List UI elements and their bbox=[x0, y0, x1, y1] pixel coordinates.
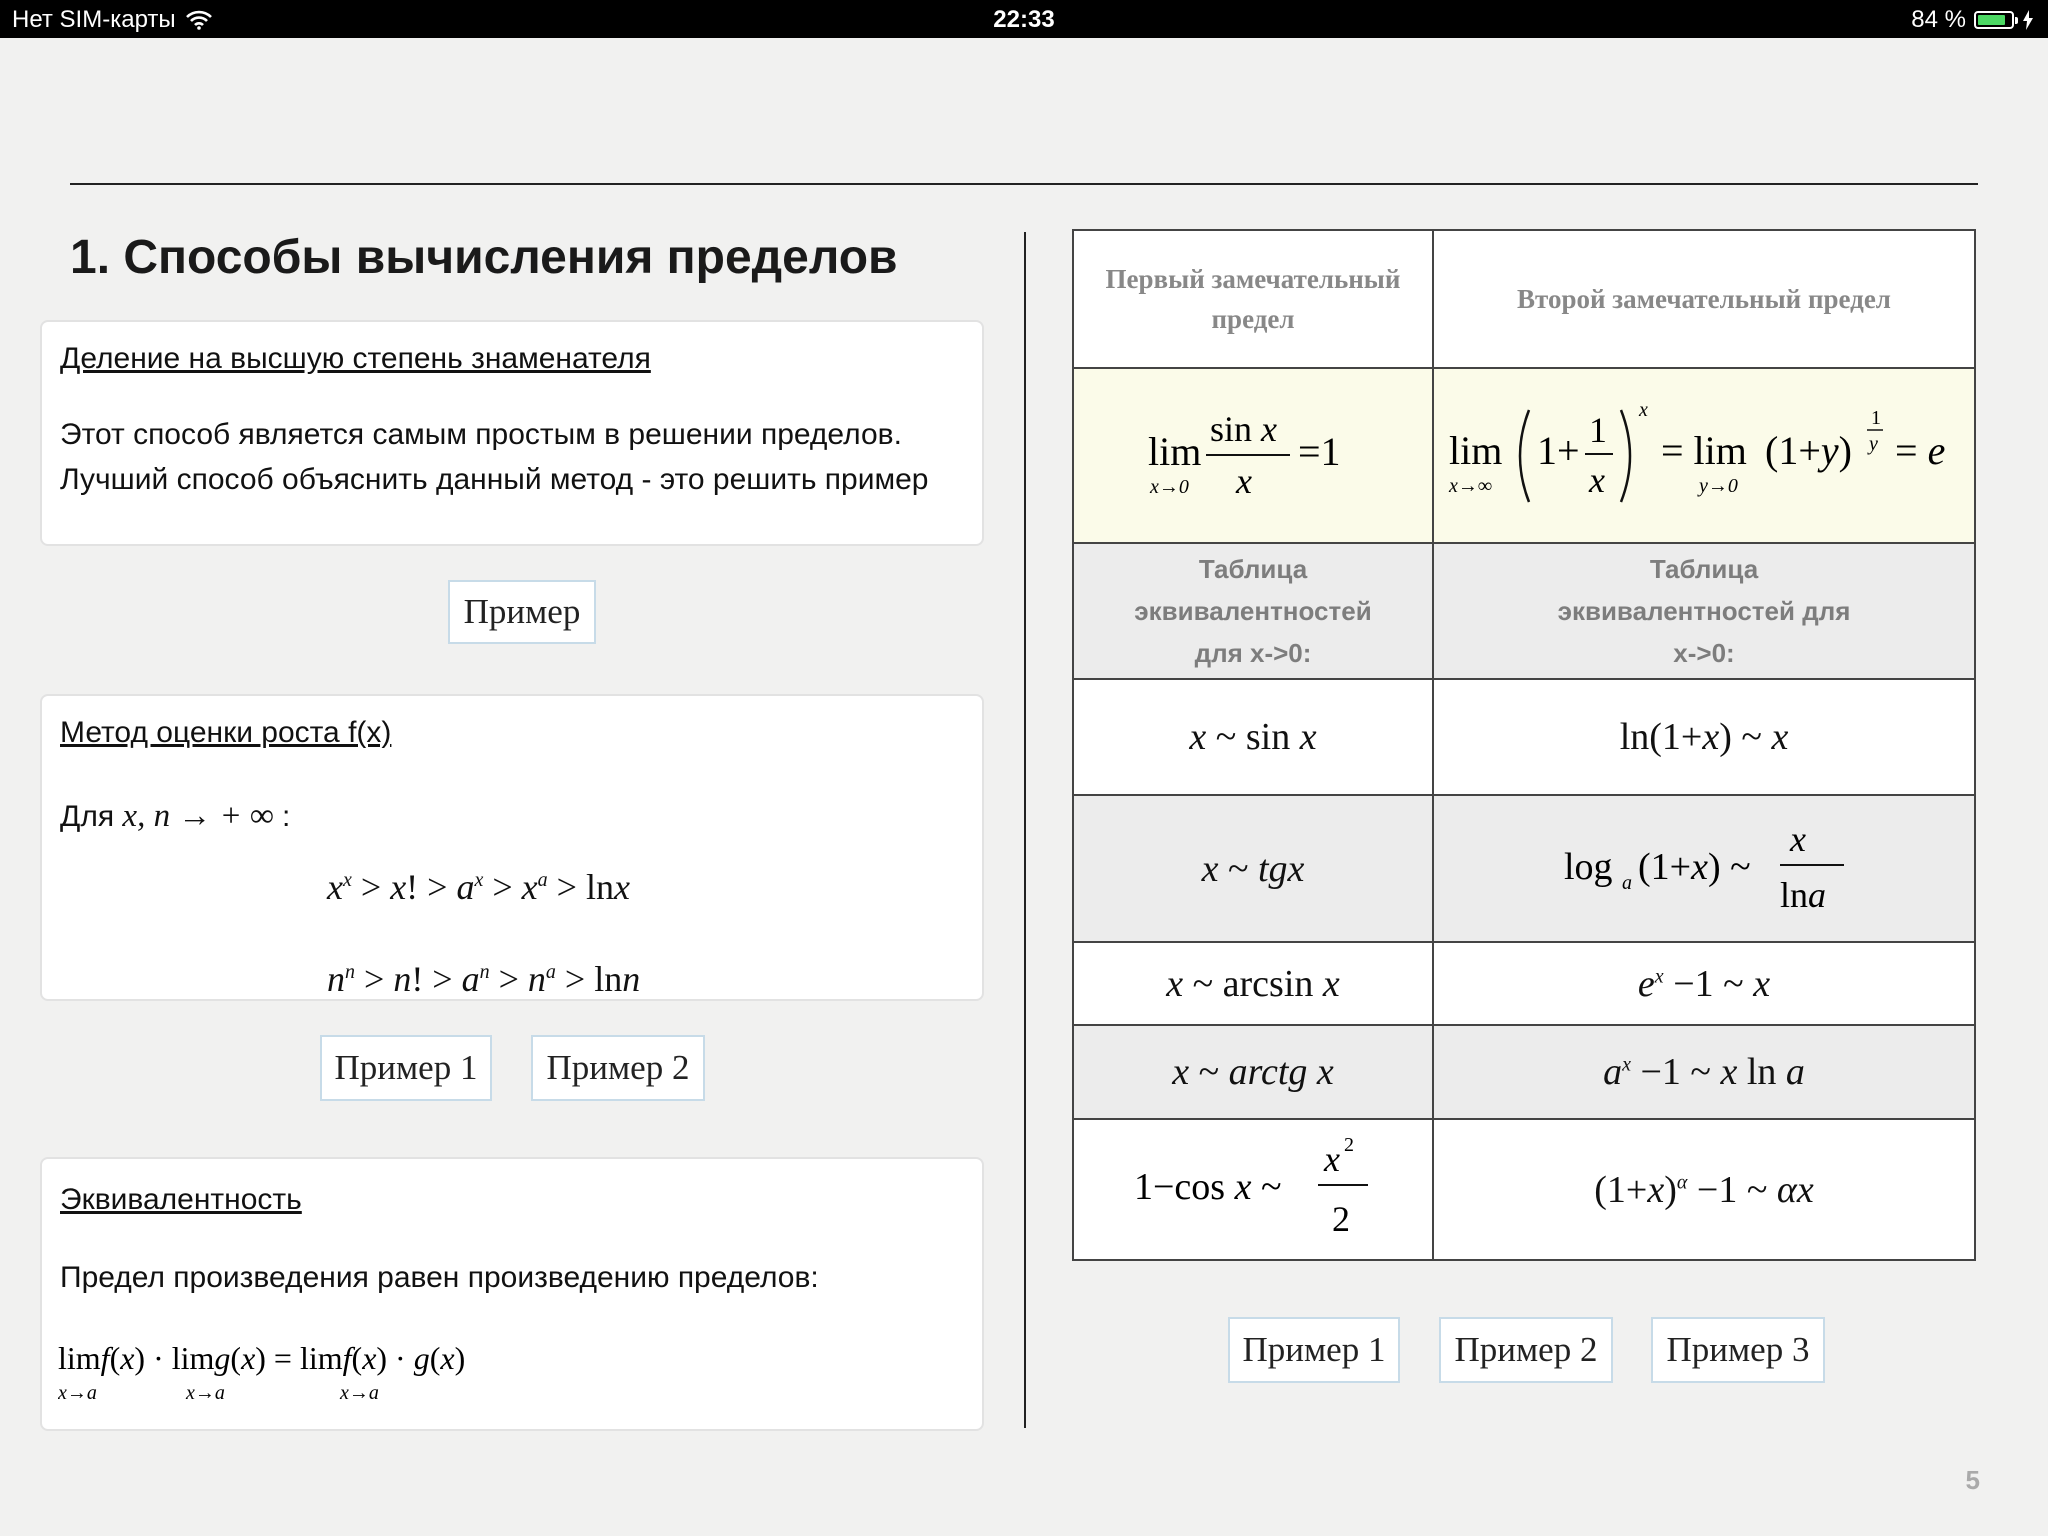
svg-text:x: x bbox=[1639, 399, 1648, 421]
card-title: Метод оценки роста f(x) bbox=[60, 716, 392, 749]
svg-text:2: 2 bbox=[1332, 1199, 1350, 1239]
svg-text:1: 1 bbox=[1589, 410, 1607, 450]
svg-text:lim: lim bbox=[1148, 429, 1202, 474]
equiv-log bbox=[1433, 795, 1975, 942]
example-1-button[interactable]: Пример 1 bbox=[320, 1035, 492, 1101]
equiv-tg: x ~ tgx bbox=[1073, 795, 1433, 942]
svg-text:limf(x) · limg(x) = limf(x) ·: limf(x) · limg(x) = limf(x) · g(x) bbox=[58, 1340, 466, 1376]
svg-text:y: y bbox=[1869, 433, 1878, 455]
subheader-right-label: Таблица эквивалентностей для x->0: bbox=[1557, 554, 1851, 668]
subheader-equivalences-right bbox=[1433, 543, 1975, 679]
growth-formula-1: $x^x > x$! > $a^x > x^a > \ln x$ bbox=[327, 867, 630, 907]
card-title: Деление на высшую степень знаменателя bbox=[60, 342, 651, 375]
svg-text:x→a: x→a bbox=[58, 1382, 97, 1404]
example-button[interactable]: Пример bbox=[448, 580, 596, 644]
page-number: 5 bbox=[1965, 1465, 1980, 1495]
header-second-limit-label: Второй замечательный предел bbox=[1517, 284, 1891, 314]
top-divider bbox=[70, 183, 1978, 185]
card-title: Эквивалентность bbox=[60, 1183, 302, 1216]
condition-suffix: : bbox=[281, 800, 291, 833]
growth-formula-2: $n^n > n$! > $a^n > n^a > \ln n$ bbox=[327, 959, 641, 999]
svg-text:x: x bbox=[1589, 460, 1605, 500]
svg-text:lim: lim bbox=[1449, 428, 1503, 473]
battery-percent: 84 % bbox=[1911, 6, 1966, 33]
condition-math: x, n → + ∞ bbox=[122, 798, 274, 834]
clock: 22:33 bbox=[993, 6, 1055, 33]
card-division-method bbox=[40, 320, 984, 546]
card-growth-method bbox=[40, 694, 984, 1001]
svg-text:x→a: x→a bbox=[186, 1382, 225, 1404]
svg-text:(1+x) ~: (1+x) ~ bbox=[1638, 846, 1751, 888]
battery-status bbox=[1911, 6, 2034, 34]
second-limit-formula bbox=[1433, 368, 1975, 543]
card-equivalence bbox=[40, 1157, 984, 1431]
svg-text:sin x: sin x bbox=[1210, 409, 1277, 449]
status-bar bbox=[0, 0, 2048, 38]
first-limit-formula bbox=[1073, 368, 1433, 543]
equiv-ln: ln(1+x) ~ x bbox=[1433, 679, 1975, 795]
svg-text:(1+y): (1+y) bbox=[1765, 428, 1852, 473]
svg-text:lna: lna bbox=[1780, 875, 1827, 915]
table-example-3-button[interactable]: Пример 3 bbox=[1651, 1317, 1825, 1383]
header-first-limit-label: Первый замечательный предел bbox=[1105, 264, 1401, 334]
header-first-limit bbox=[1073, 230, 1433, 368]
equiv-exp: $e^x -1$ ~ x bbox=[1433, 942, 1975, 1025]
header-second-limit bbox=[1433, 230, 1975, 368]
card-text: Этот способ является самым простым в решении пределов. Лучший способ объяснить данный метод - это решить пример bbox=[60, 418, 929, 496]
svg-text:=1: =1 bbox=[1298, 429, 1341, 474]
svg-text:x: x bbox=[1236, 461, 1252, 501]
battery-icon bbox=[1974, 11, 2014, 29]
svg-text:2: 2 bbox=[1344, 1134, 1354, 1156]
svg-text:= e: = e bbox=[1895, 428, 1946, 473]
svg-text:x→∞: x→∞ bbox=[1449, 475, 1493, 497]
limits-table bbox=[1072, 229, 1976, 1261]
svg-text:1: 1 bbox=[1871, 407, 1881, 429]
equiv-arctg: x ~ arctg x bbox=[1073, 1025, 1433, 1119]
page-title: 1. Способы вычисления пределов bbox=[70, 231, 898, 284]
svg-text:y→0: y→0 bbox=[1699, 475, 1738, 497]
svg-text:= lim: = lim bbox=[1661, 428, 1747, 473]
table-example-1-button[interactable]: Пример 1 bbox=[1228, 1317, 1400, 1383]
equiv-binomial: $(1+x)^\alpha -1$ ~ αx bbox=[1433, 1119, 1975, 1260]
svg-text:log: log bbox=[1564, 846, 1613, 888]
table-example-2-button[interactable]: Пример 2 bbox=[1439, 1317, 1613, 1383]
condition-line bbox=[60, 794, 942, 839]
svg-text:x→a: x→a bbox=[340, 1382, 379, 1404]
carrier-label: Нет SIM-карты bbox=[12, 6, 176, 33]
equiv-cos bbox=[1073, 1119, 1433, 1260]
svg-text:1−cos x ~: 1−cos x ~ bbox=[1134, 1166, 1282, 1208]
condition-prefix: Для bbox=[60, 800, 115, 833]
svg-text:x→0: x→0 bbox=[1150, 476, 1189, 498]
equiv-power-a: $a^x -1$ ~ x ln a bbox=[1433, 1025, 1975, 1119]
subheader-equivalences-left bbox=[1073, 543, 1433, 679]
charging-icon bbox=[2022, 10, 2034, 30]
subheader-left-label: Таблица эквивалентностей для x->0: bbox=[1134, 554, 1372, 668]
svg-text:1+: 1+ bbox=[1537, 428, 1580, 473]
svg-text:a: a bbox=[1622, 872, 1632, 894]
example-2-button[interactable]: Пример 2 bbox=[531, 1035, 705, 1101]
svg-text:x: x bbox=[1324, 1139, 1340, 1179]
column-divider bbox=[1024, 232, 1026, 1428]
equiv-sin: x ~ sin x bbox=[1073, 679, 1433, 795]
equiv-arcsin: x ~ arcsin x bbox=[1073, 942, 1433, 1025]
card-text: Предел произведения равен произведению пределов: bbox=[60, 1261, 819, 1294]
product-limit-formula bbox=[58, 1335, 618, 1405]
svg-text:x: x bbox=[1790, 819, 1806, 859]
